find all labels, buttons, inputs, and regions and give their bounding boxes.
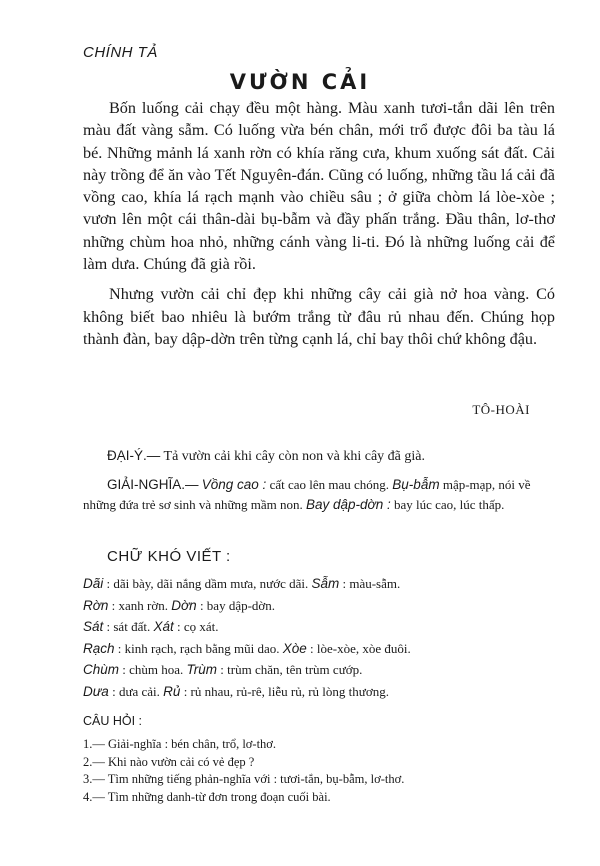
- spelling-examples: : xanh rờn.: [111, 597, 169, 613]
- spelling-term: Trùm: [186, 662, 218, 677]
- passage-paragraph-1: Bốn luống cải chạy đều một hàng. Màu xanh tươi-tắn dãi lên trên màu đất vàng sẫm. Có luống vừa bén chân, mới trổ được đôi ba tàu lá bé. Những mảnh lá xanh rờn có khía răng cưa, khum xuống sát đất. Cải này trồng để ăn vào Tết Nguyên-đán. Cũng có luống, những tầu lá cải đã vồng cao, khía lá rạch mạnh vào chiều sâu ; ở giữa chòm lá lòe-xòe ; vươn lên một cái thân-dài bụ-bẫm và đầy phấn trắng. Đầu thân, lơ-thơ những chùm hoa nhỏ, những cánh vàng li-ti. Đó là những luống cải để làm dưa. Chúng đã già rồi.: [83, 99, 555, 274]
- spelling-examples: : trùm chăn, tên trùm cướp.: [220, 662, 363, 677]
- questions-title: CÂU HỎI :: [83, 714, 143, 728]
- vocab-definition: bay lúc cao, lúc thấp.: [393, 497, 505, 512]
- main-idea: [107, 448, 577, 465]
- question-item: 4.— Tìm những danh-từ đơn trong đoạn cuối bài.: [83, 789, 331, 804]
- section-label: CHÍNH TẢ: [83, 44, 158, 61]
- spelling-term: Chùm: [83, 662, 120, 677]
- spelling-term: Rờn: [83, 597, 109, 613]
- question-item: 3.— Tìm những tiếng phản-nghĩa với : tươi-tắn, bụ-bẫm, lơ-thơ.: [83, 772, 405, 786]
- main-idea-text: Tả vườn cải khi cây còn non và khi cây đã già.: [163, 449, 425, 464]
- spelling-term: Dưa: [83, 683, 109, 699]
- spelling-term: Sát: [83, 619, 104, 634]
- spelling-row: [83, 616, 553, 638]
- vocab-term: Vồng cao :: [201, 477, 267, 492]
- spelling-examples: : rủ nhau, rủ-rê, liễu rủ, rủ lòng thương.: [183, 683, 389, 699]
- vocab-term: Bụ-bẫm: [392, 477, 440, 492]
- reading-passage: [83, 97, 555, 350]
- spelling-row: [83, 638, 553, 660]
- spelling-list: [83, 573, 553, 702]
- spelling-examples: : màu-sẫm.: [342, 576, 401, 591]
- lesson-title: VƯỜN CẢI: [229, 70, 371, 94]
- author-name: TÔ-HOÀI: [472, 402, 530, 417]
- spelling-examples: : dãi bày, dãi nắng dầm mưa, nước dãi.: [106, 576, 309, 591]
- vocab-definition: cất cao lên mau chóng.: [269, 477, 390, 492]
- spelling-examples: : lòe-xòe, xòe đuôi.: [310, 640, 411, 656]
- vocab-term: Bay dập-dờn :: [306, 497, 391, 512]
- main-idea-label: ĐẠI-Ý.—: [107, 448, 161, 463]
- spelling-term: Dãi: [83, 576, 104, 591]
- spelling-term: Rủ: [163, 683, 181, 699]
- spelling-examples: : chùm hoa.: [122, 662, 184, 677]
- spelling-row: [83, 681, 553, 703]
- spelling-term: Dờn: [171, 597, 197, 613]
- questions-list: [83, 736, 553, 806]
- spelling-term: Rạch: [83, 640, 115, 656]
- spelling-row: [83, 595, 553, 617]
- spelling-examples: : kinh rạch, rạch bằng mũi dao.: [117, 640, 280, 656]
- spelling-section-title: CHỮ KHÓ VIẾT :: [107, 548, 231, 565]
- spelling-term: Sẫm: [311, 576, 340, 591]
- spelling-row: [83, 659, 553, 681]
- spelling-term: Xát: [153, 619, 174, 634]
- spelling-row: [83, 573, 553, 595]
- question-item: 1.— Giải-nghĩa : bén chân, trổ, lơ-thơ.: [83, 737, 277, 751]
- vocab-definition: mập-mạp, nói về những đứa trẻ sơ sinh và những mầm non.: [83, 477, 531, 512]
- spelling-examples: : bay dập-dờn.: [199, 597, 276, 613]
- spelling-term: Xòe: [282, 640, 307, 656]
- question-item: 2.— Khi nào vườn cải có vẻ đẹp ?: [83, 754, 255, 769]
- vocabulary-section: [83, 475, 558, 515]
- passage-paragraph-2: Nhưng vườn cải chỉ đẹp khi những cây cải già nở hoa vàng. Có không biết bao nhiêu là bướm trắng từ đâu rủ nhau đến. Chúng họp thành đàn, bay dập-dờn trên từng cạnh lá, chỉ bay thôi chứ không đậu.: [83, 285, 555, 348]
- spelling-examples: : dưa cải.: [112, 683, 160, 699]
- spelling-examples: : cọ xát.: [176, 619, 219, 634]
- vocabulary-label: GIẢI-NGHĨA.—: [107, 477, 199, 492]
- spelling-examples: : sát đất.: [106, 619, 151, 634]
